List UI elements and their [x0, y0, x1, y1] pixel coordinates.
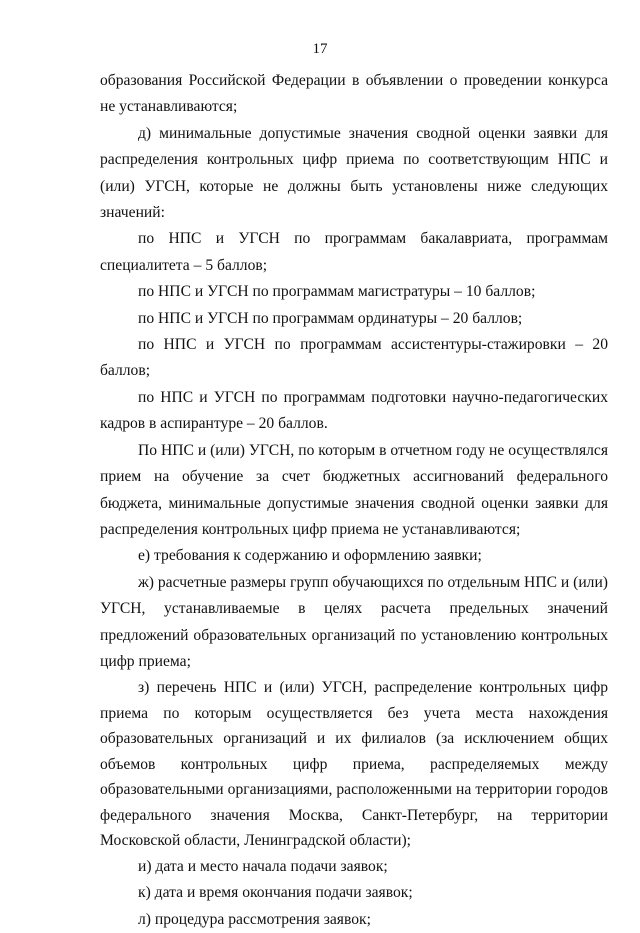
document-body [100, 68, 608, 933]
paragraph-residency-threshold: по НПС и УГСН по программам ординатуры – 20 баллов; [138, 309, 523, 327]
paragraph-postgraduate-threshold: по НПС и УГСН по программам подготовки научно-педагогических кадров в аспирантуре – 20 баллов. [100, 388, 608, 433]
paragraph-item-l: л) процедура рассмотрения заявок; [138, 910, 371, 928]
paragraph-no-budget-admission: По НПС и (или) УГСН, по которым в отчетном году не осуществлялся прием на обучение за счет бюджетных ассигнований федерального бюджета, минимальные допустимые значения сводной оценки заявки для распределения контрольных цифр приема не устанавливаются; [100, 441, 608, 538]
paragraph-item-e: е) требования к содержанию и оформлению заявки; [138, 547, 482, 565]
paragraph-bachelor-threshold: по НПС и УГСН по программам бакалавриата, программам специалитета – 5 баллов; [100, 230, 608, 274]
page-number: 17 [312, 41, 328, 57]
paragraph-item-zh: ж) расчетные размеры групп обучающихся по отдельным НПС и (или) УГСН, устанавливаемые в целях расчета предельных значений предложений образовательных организаций по установлению контрольных цифр приема; [100, 573, 608, 670]
paragraph-item-z: з) перечень НПС и (или) УГСН, распределение контрольных цифр приема по которым осуществляется без учета места нахождения образовательных организаций и их филиалов (за исключением общих объемов контрольных цифр приема, распределяемых между образовательными организациями, расположенными на территории городов федерального значения Москва, Санкт-Петербург, на территории Московской области, Ленинградской области); [100, 679, 608, 850]
paragraph-continuation: образования Российской Федерации в объявлении о проведении конкурса не устанавливаются; [100, 72, 608, 116]
paragraph-assistantship-threshold: по НПС и УГСН по программам ассистентуры-стажировки – 20 баллов; [100, 336, 608, 380]
paragraph-item-d: д) минимальные допустимые значения сводной оценки заявки для распределения контрольных цифр приема по соответствующим НПС и (или) УГСН, которые не должны быть установлены ниже следующих значений: [100, 124, 608, 222]
paragraph-item-k: к) дата и время окончания подачи заявок; [138, 884, 413, 902]
paragraph-master-threshold: по НПС и УГСН по программам магистратуры – 10 баллов; [138, 283, 536, 301]
paragraph-item-i: и) дата и место начала подачи заявок; [138, 857, 388, 875]
